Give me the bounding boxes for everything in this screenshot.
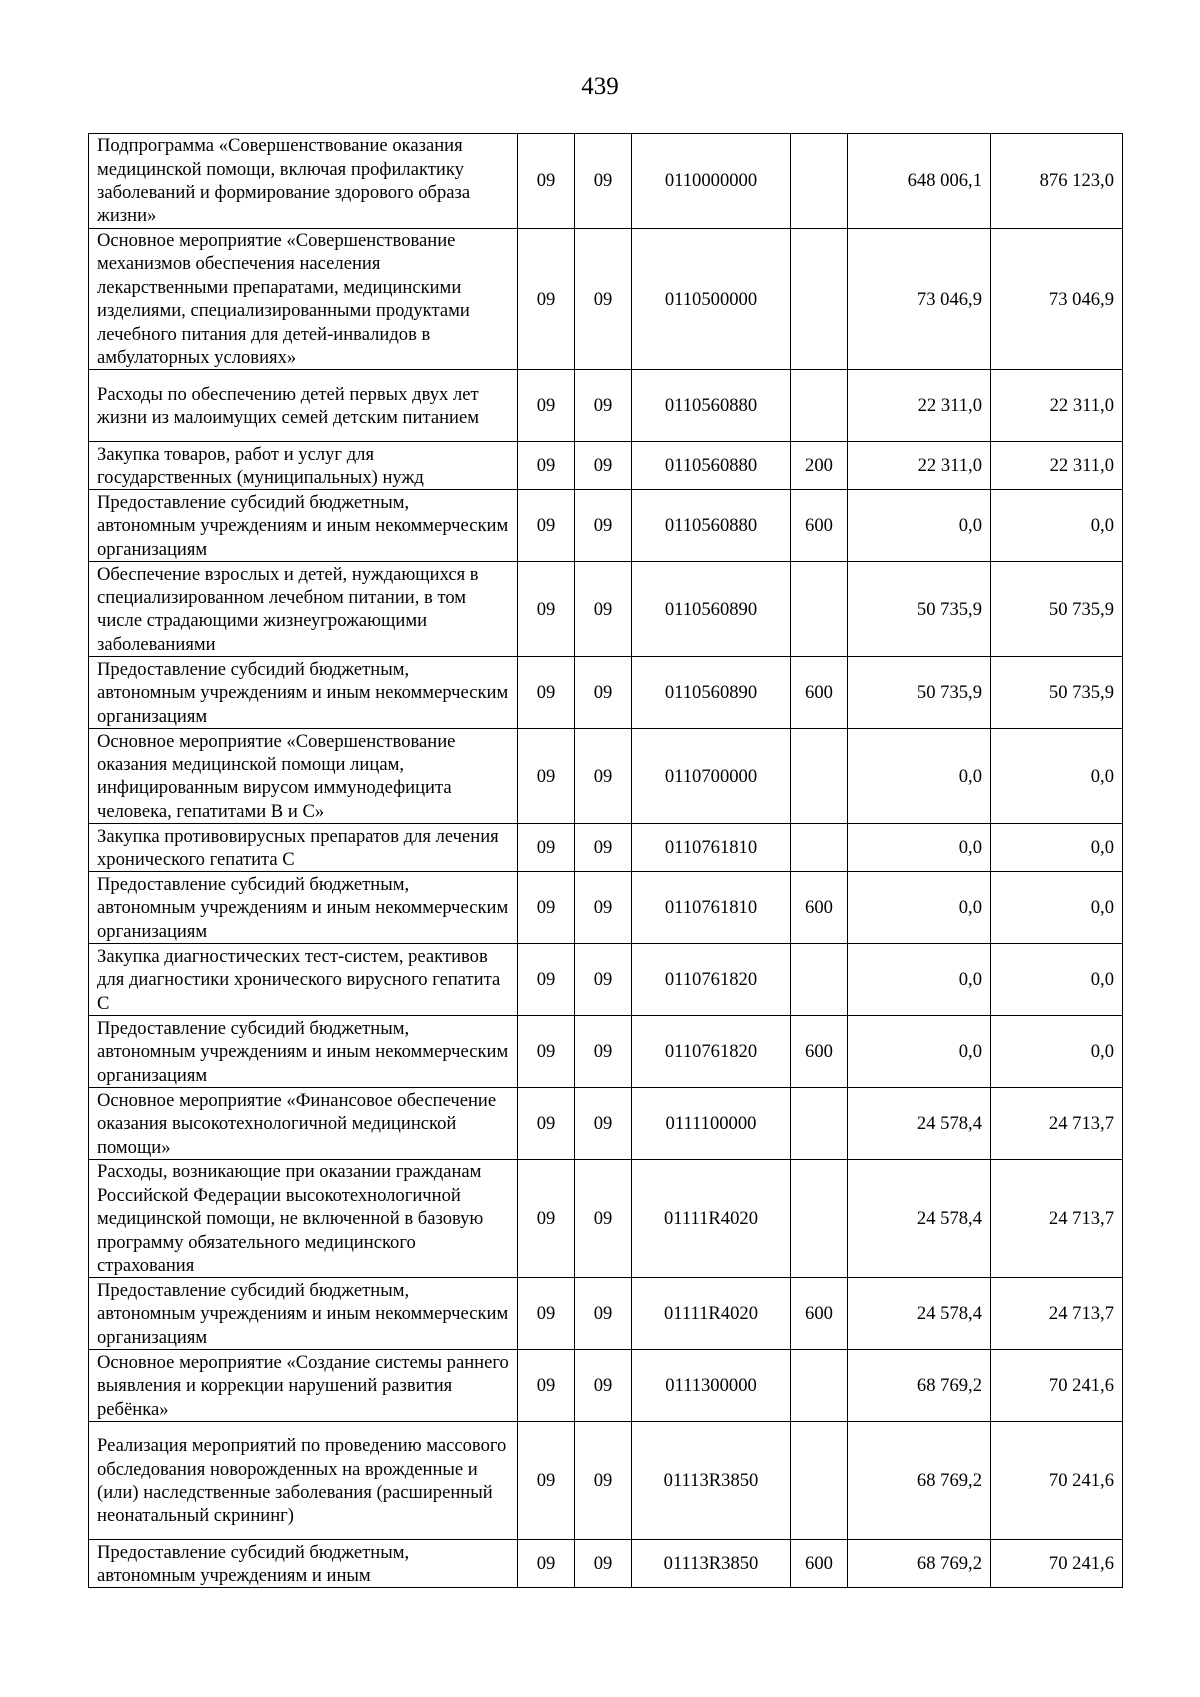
row-expense-type-cell: 600: [791, 1540, 848, 1588]
row-subsection-cell: 09: [575, 1016, 632, 1088]
row-name-cell: Обеспечение взрослых и детей, нуждающихся в специализированном лечебном питании, в том числе страдающими жизнеугрожающими заболеваниями: [89, 562, 518, 657]
row-amount-2-cell: 24 713,7: [991, 1088, 1123, 1160]
row-name-cell: Предоставление субсидий бюджетным, автономным учреждениям и иным некоммерческим организациям: [89, 1278, 518, 1350]
table-row: [89, 370, 1123, 442]
row-amount-2-cell: 0,0: [991, 1016, 1123, 1088]
row-section-cell: 09: [518, 370, 575, 442]
row-subsection-cell: 09: [575, 442, 632, 490]
table-row: [89, 1160, 1123, 1278]
row-name-cell: Основное мероприятие «Финансовое обеспечение оказания высокотехнологичной медицинской помощи»: [89, 1088, 518, 1160]
row-amount-1-cell: 0,0: [848, 944, 991, 1016]
row-amount-2-cell: 50 735,9: [991, 562, 1123, 657]
row-amount-1-cell: 0,0: [848, 729, 991, 824]
row-name-cell: Подпрограмма «Совершенствование оказания медицинской помощи, включая профилактику заболеваний и формирование здорового образа жизни»: [89, 134, 518, 229]
row-section-cell: 09: [518, 657, 575, 729]
budget-table: [88, 133, 1123, 1588]
row-subsection-cell: 09: [575, 1422, 632, 1540]
row-subsection-cell: 09: [575, 944, 632, 1016]
row-target-article-cell: 0110560890: [632, 657, 791, 729]
row-amount-1-cell: 68 769,2: [848, 1422, 991, 1540]
row-amount-1-cell: 22 311,0: [848, 370, 991, 442]
row-amount-1-cell: 68 769,2: [848, 1540, 991, 1588]
row-name-cell: Закупка товаров, работ и услуг для государственных (муниципальных) нужд: [89, 442, 518, 490]
row-name-cell: Предоставление субсидий бюджетным, автономным учреждениям и иным некоммерческим организациям: [89, 490, 518, 562]
row-expense-type-cell: [791, 1088, 848, 1160]
row-subsection-cell: 09: [575, 657, 632, 729]
row-section-cell: 09: [518, 1350, 575, 1422]
row-subsection-cell: 09: [575, 824, 632, 872]
row-section-cell: 09: [518, 824, 575, 872]
row-amount-2-cell: 0,0: [991, 944, 1123, 1016]
row-section-cell: 09: [518, 442, 575, 490]
row-section-cell: 09: [518, 1016, 575, 1088]
row-subsection-cell: 09: [575, 1278, 632, 1350]
row-amount-1-cell: 24 578,4: [848, 1278, 991, 1350]
row-amount-1-cell: 73 046,9: [848, 229, 991, 370]
table-row: [89, 442, 1123, 490]
row-name-cell: Предоставление субсидий бюджетным, автономным учреждениям и иным некоммерческим организациям: [89, 657, 518, 729]
row-subsection-cell: 09: [575, 134, 632, 229]
table-row: [89, 1540, 1123, 1588]
budget-table-body: [89, 134, 1123, 1588]
row-target-article-cell: 01113R3850: [632, 1540, 791, 1588]
row-amount-2-cell: 24 713,7: [991, 1160, 1123, 1278]
table-row: [89, 1422, 1123, 1540]
row-expense-type-cell: [791, 370, 848, 442]
table-row: [89, 824, 1123, 872]
table-row: [89, 1350, 1123, 1422]
row-amount-1-cell: 0,0: [848, 824, 991, 872]
row-subsection-cell: 09: [575, 872, 632, 944]
row-section-cell: 09: [518, 134, 575, 229]
row-amount-1-cell: 68 769,2: [848, 1350, 991, 1422]
row-expense-type-cell: 200: [791, 442, 848, 490]
table-row: [89, 229, 1123, 370]
table-row: [89, 1278, 1123, 1350]
table-row: [89, 134, 1123, 229]
table-row: [89, 944, 1123, 1016]
row-target-article-cell: 0111100000: [632, 1088, 791, 1160]
table-row: [89, 657, 1123, 729]
page-number: 439: [581, 73, 619, 100]
row-amount-2-cell: 73 046,9: [991, 229, 1123, 370]
row-subsection-cell: 09: [575, 562, 632, 657]
row-amount-2-cell: 70 241,6: [991, 1350, 1123, 1422]
row-expense-type-cell: 600: [791, 1278, 848, 1350]
row-amount-2-cell: 70 241,6: [991, 1540, 1123, 1588]
row-name-cell: Предоставление субсидий бюджетным, автономным учреждениям и иным некоммерческим организациям: [89, 872, 518, 944]
row-target-article-cell: 01111R4020: [632, 1160, 791, 1278]
row-name-cell: Реализация мероприятий по проведению массового обследования новорожденных на врожденные и (или) наследственные заболевания (расширенный неонатальный скрининг): [89, 1422, 518, 1540]
row-section-cell: 09: [518, 1160, 575, 1278]
row-target-article-cell: 0110560890: [632, 562, 791, 657]
row-target-article-cell: 0110761820: [632, 1016, 791, 1088]
row-expense-type-cell: [791, 944, 848, 1016]
row-section-cell: 09: [518, 872, 575, 944]
row-subsection-cell: 09: [575, 490, 632, 562]
row-amount-2-cell: 0,0: [991, 824, 1123, 872]
row-name-cell: Расходы по обеспечению детей первых двух лет жизни из малоимущих семей детским питанием: [89, 370, 518, 442]
row-subsection-cell: 09: [575, 729, 632, 824]
row-expense-type-cell: 600: [791, 657, 848, 729]
row-name-cell: Основное мероприятие «Совершенствование оказания медицинской помощи лицам, инфицированным вирусом иммунодефицита человека, гепатитами В и С»: [89, 729, 518, 824]
row-amount-1-cell: 24 578,4: [848, 1088, 991, 1160]
row-name-cell: Закупка противовирусных препаратов для лечения хронического гепатита С: [89, 824, 518, 872]
row-amount-1-cell: 50 735,9: [848, 657, 991, 729]
row-section-cell: 09: [518, 490, 575, 562]
row-amount-1-cell: 0,0: [848, 1016, 991, 1088]
row-amount-2-cell: 0,0: [991, 872, 1123, 944]
row-expense-type-cell: [791, 229, 848, 370]
row-amount-2-cell: 24 713,7: [991, 1278, 1123, 1350]
row-name-cell: Основное мероприятие «Создание системы раннего выявления и коррекции нарушений развития ребёнка»: [89, 1350, 518, 1422]
row-expense-type-cell: [791, 1422, 848, 1540]
table-row: [89, 1016, 1123, 1088]
row-amount-1-cell: 22 311,0: [848, 442, 991, 490]
row-amount-1-cell: 24 578,4: [848, 1160, 991, 1278]
table-row: [89, 562, 1123, 657]
row-name-cell: Закупка диагностических тест-систем, реактивов для диагностики хронического вирусного гепатита С: [89, 944, 518, 1016]
row-amount-2-cell: 22 311,0: [991, 442, 1123, 490]
row-amount-2-cell: 50 735,9: [991, 657, 1123, 729]
row-target-article-cell: 0110761810: [632, 872, 791, 944]
row-target-article-cell: 0110560880: [632, 490, 791, 562]
row-amount-2-cell: 22 311,0: [991, 370, 1123, 442]
row-expense-type-cell: [791, 562, 848, 657]
row-section-cell: 09: [518, 229, 575, 370]
row-subsection-cell: 09: [575, 1350, 632, 1422]
table-row: [89, 1088, 1123, 1160]
row-amount-2-cell: 876 123,0: [991, 134, 1123, 229]
row-section-cell: 09: [518, 1278, 575, 1350]
row-amount-2-cell: 70 241,6: [991, 1422, 1123, 1540]
row-subsection-cell: 09: [575, 229, 632, 370]
table-row: [89, 872, 1123, 944]
row-expense-type-cell: [791, 824, 848, 872]
row-expense-type-cell: [791, 1160, 848, 1278]
row-target-article-cell: 0110560880: [632, 370, 791, 442]
row-name-cell: Предоставление субсидий бюджетным, автономным учреждениям и иным: [89, 1540, 518, 1588]
row-target-article-cell: 01111R4020: [632, 1278, 791, 1350]
row-target-article-cell: 0110000000: [632, 134, 791, 229]
row-name-cell: Предоставление субсидий бюджетным, автономным учреждениям и иным некоммерческим организациям: [89, 1016, 518, 1088]
row-section-cell: 09: [518, 562, 575, 657]
row-amount-1-cell: 0,0: [848, 490, 991, 562]
row-section-cell: 09: [518, 1088, 575, 1160]
row-section-cell: 09: [518, 1540, 575, 1588]
row-amount-2-cell: 0,0: [991, 729, 1123, 824]
row-subsection-cell: 09: [575, 370, 632, 442]
row-target-article-cell: 01113R3850: [632, 1422, 791, 1540]
row-subsection-cell: 09: [575, 1540, 632, 1588]
row-target-article-cell: 0110500000: [632, 229, 791, 370]
row-amount-1-cell: 50 735,9: [848, 562, 991, 657]
row-expense-type-cell: 600: [791, 490, 848, 562]
row-target-article-cell: 0110700000: [632, 729, 791, 824]
row-expense-type-cell: 600: [791, 872, 848, 944]
row-target-article-cell: 0110761820: [632, 944, 791, 1016]
row-section-cell: 09: [518, 944, 575, 1016]
row-name-cell: Расходы, возникающие при оказании гражданам Российской Федерации высокотехнологичной медицинской помощи, не включенной в базовую программу обязательного медицинского страхования: [89, 1160, 518, 1278]
row-subsection-cell: 09: [575, 1160, 632, 1278]
row-expense-type-cell: [791, 729, 848, 824]
table-row: [89, 490, 1123, 562]
row-target-article-cell: 0110560880: [632, 442, 791, 490]
row-subsection-cell: 09: [575, 1088, 632, 1160]
row-target-article-cell: 0110761810: [632, 824, 791, 872]
row-amount-2-cell: 0,0: [991, 490, 1123, 562]
row-section-cell: 09: [518, 1422, 575, 1540]
row-amount-1-cell: 648 006,1: [848, 134, 991, 229]
table-row: [89, 729, 1123, 824]
row-expense-type-cell: [791, 1350, 848, 1422]
row-name-cell: Основное мероприятие «Совершенствование механизмов обеспечения населения лекарственными препаратами, медицинскими изделиями, специализированными продуктами лечебного питания для детей-инвалидов в амбулаторных условиях»: [89, 229, 518, 370]
row-section-cell: 09: [518, 729, 575, 824]
row-expense-type-cell: [791, 134, 848, 229]
row-target-article-cell: 0111300000: [632, 1350, 791, 1422]
row-amount-1-cell: 0,0: [848, 872, 991, 944]
row-expense-type-cell: 600: [791, 1016, 848, 1088]
